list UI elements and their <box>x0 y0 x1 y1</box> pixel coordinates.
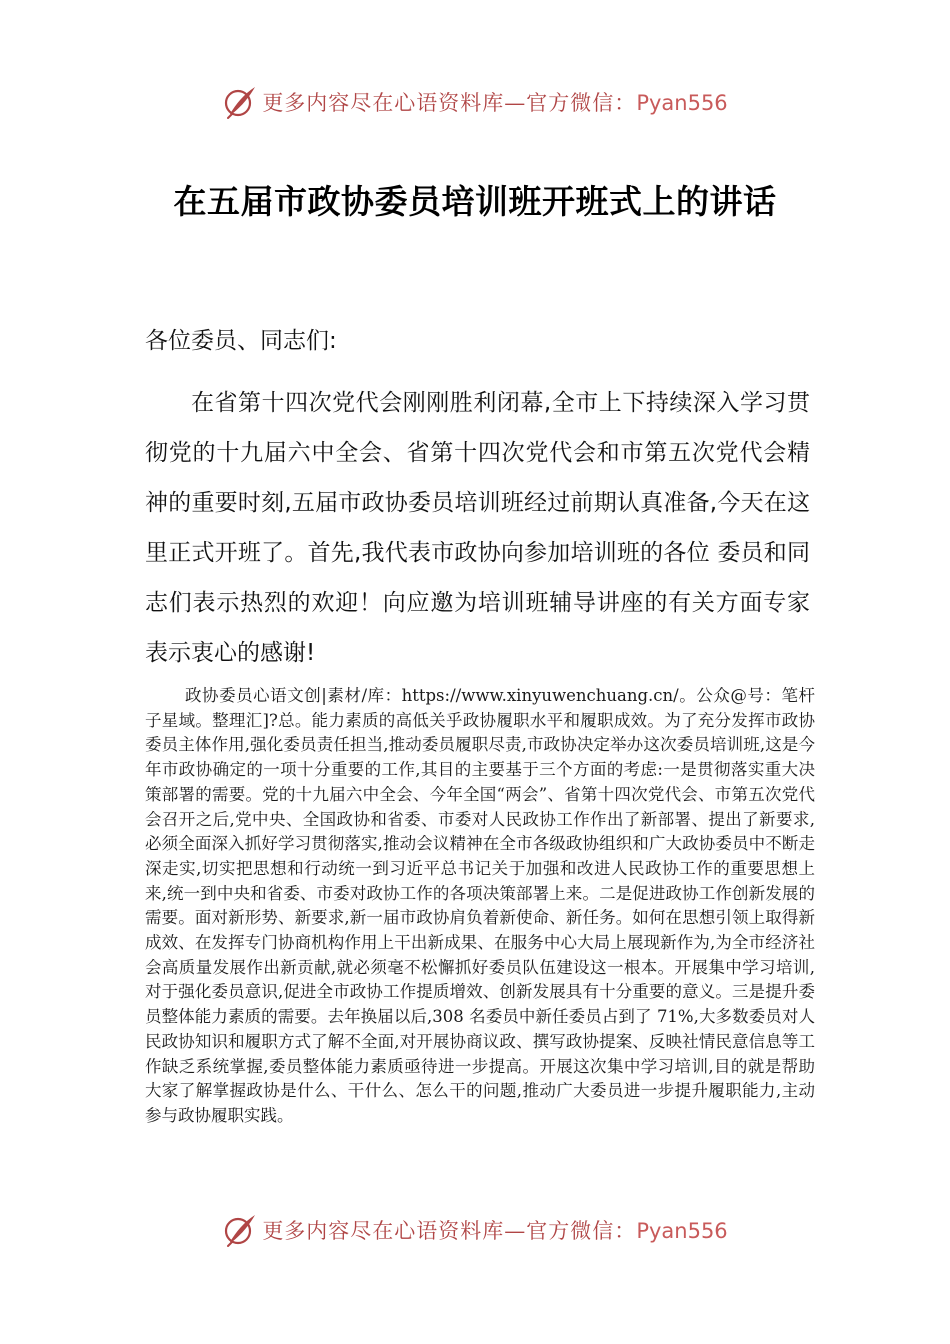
footer-banner-handle: Pyan556 <box>636 1219 728 1243</box>
greeting: 各位委员、同志们: <box>145 328 337 354</box>
footer-banner-text: 更多内容尽在心语资料库—官方微信：Pyan556 <box>262 1219 728 1243</box>
document-title: 在五届市政协委员培训班开班式上的讲话 <box>173 182 777 221</box>
footer-banner <box>0 1208 950 1252</box>
header-banner-handle: Pyan556 <box>636 91 728 115</box>
header-banner <box>0 80 950 124</box>
lead-paragraph: 在省第十四次党代会刚刚胜利闭幕,全市上下持续深入学习贯彻党的十九届六中全会、省第十四次党代会和市第五次党代会精神的重要时刻,五届市政协委员培训班经过前期认真准备,今天在这里正式开班了。首先,我代表市政协向参加培训班的各位 委员和同志们表示热烈的欢迎！向应邀为培训班辅导讲座的有关方面专家表示衷心的感谢! <box>145 390 810 666</box>
header-banner-text: 更多内容尽在心语资料库—官方微信：Pyan556 <box>262 91 728 115</box>
quill-pen-logo-icon <box>222 1212 258 1248</box>
body-paragraph: 政协委员心语文创|素材/库：https://www.xinyuwenchuang.cn/。公众@号：笔杆子星域。整理汇]?总。能力素质的高低关乎政协履职水平和履职成效。为了充分发挥市政协委员主体作用,强化委员责任担当,推动委员履职尽责,市政协决定举办这次委员培训班,这是今年市政协确定的一项十分重要的工作,其目的主要基于三个方面的考虑:一是贯彻落实重大决策部署的需要。党的十九届六中全会、今年全国“两会”、省第十四次党代会、市第五次党代会召开之后,党中央、全国政协和省委、市委对人民政协工作作出了新部署、提出了新要求,必须全面深入抓好学习贯彻落实,推动会议精神在全市各级政协组织和广大政协委员中不断走深走实,切实把思想和行动统一到习近平总书记关于加强和改进人民政协工作的重要思想上来,统一到中央和省委、市委对政协工作的各项决策部署上来。二是促进政协工作创新发展的需要。面对新形势、新要求,新一届市政协肩负着新使命、新任务。如何在思想引领上取得新成效、在发挥专门协商机构作用上干出新成果、在服务中心大局上展现新作为,为全市经济社会高质量发展作出新贡献,就必须毫不松懈抓好委员队伍建设这一根本。开展集中学习培训,对于强化委员意识,促进全市政协工作提质增效、创新发展具有十分重要的意义。三是提升委员整体能力素质的需要。去年换届以后,308 名委员中新任委员占到了 71%,大多数委员对人民政协知识和履职方式了解不全面,对开展协商议政、撰写政协提案、反映社情民意信息等工作缺乏系统掌握,委员整体能力素质亟待进一步提高。开展这次集中学习培训,目的就是帮助大家了解掌握政协是什么、干什么、怎么干的问题,推动广大委员进一步提升履职能力,主动参与政协履职实践。 <box>145 686 815 1125</box>
quill-pen-logo-icon <box>222 84 258 120</box>
